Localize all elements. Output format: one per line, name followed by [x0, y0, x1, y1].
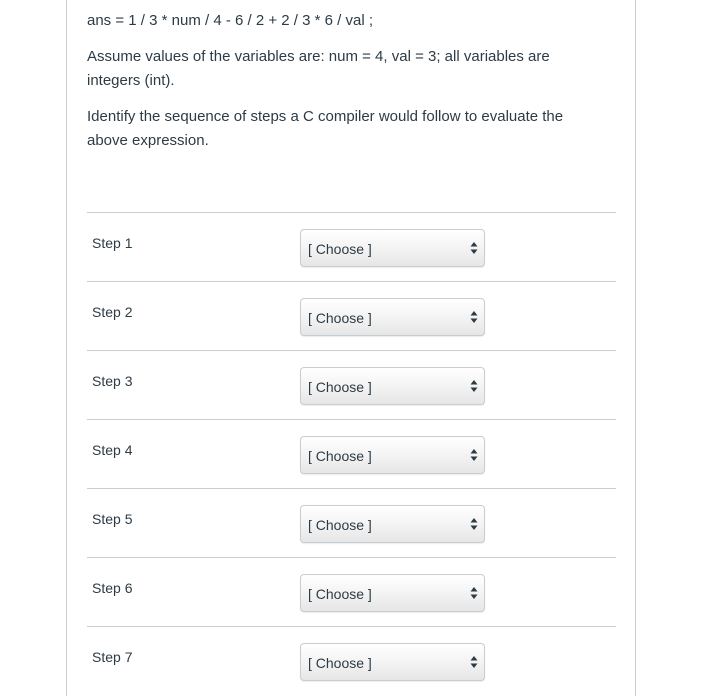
up-down-arrows-icon	[470, 517, 478, 531]
select-value: [ Choose ]	[308, 310, 372, 326]
step-label: Step 3	[92, 373, 133, 389]
question-panel	[66, 0, 636, 696]
step-row	[87, 212, 616, 281]
step-row	[87, 281, 616, 350]
up-down-arrows-icon	[470, 586, 478, 600]
step-7-select[interactable]	[300, 643, 485, 681]
expression-text: ans = 1 / 3 * num / 4 - 6 / 2 + 2 / 3 * 6 / val ;	[87, 12, 373, 29]
step-3-select[interactable]	[300, 367, 485, 405]
step-row	[87, 350, 616, 419]
step-label: Step 2	[92, 304, 133, 320]
step-row	[87, 419, 616, 488]
up-down-arrows-icon	[470, 655, 478, 669]
select-value: [ Choose ]	[308, 379, 372, 395]
step-row	[87, 557, 616, 626]
step-row	[87, 488, 616, 557]
step-label: Step 4	[92, 442, 133, 458]
select-value: [ Choose ]	[308, 655, 372, 671]
step-label: Step 7	[92, 649, 133, 665]
select-value: [ Choose ]	[308, 448, 372, 464]
up-down-arrows-icon	[470, 310, 478, 324]
instruction-text: Identify the sequence of steps a C compiler would follow to evaluate the above expression.	[87, 108, 564, 149]
select-value: [ Choose ]	[308, 241, 372, 257]
step-1-select[interactable]	[300, 229, 485, 267]
step-5-select[interactable]	[300, 505, 485, 543]
assumption-text: Assume values of the variables are: num = 4, val = 3; all variables are integers (int).	[87, 48, 550, 89]
step-label: Step 5	[92, 511, 133, 527]
step-label: Step 1	[92, 235, 133, 251]
select-value: [ Choose ]	[308, 517, 372, 533]
step-2-select[interactable]	[300, 298, 485, 336]
steps-table	[87, 212, 616, 695]
step-label: Step 6	[92, 580, 133, 596]
up-down-arrows-icon	[470, 241, 478, 255]
step-6-select[interactable]	[300, 574, 485, 612]
step-4-select[interactable]	[300, 436, 485, 474]
select-value: [ Choose ]	[308, 586, 372, 602]
step-row	[87, 626, 616, 695]
up-down-arrows-icon	[470, 379, 478, 393]
up-down-arrows-icon	[470, 448, 478, 462]
